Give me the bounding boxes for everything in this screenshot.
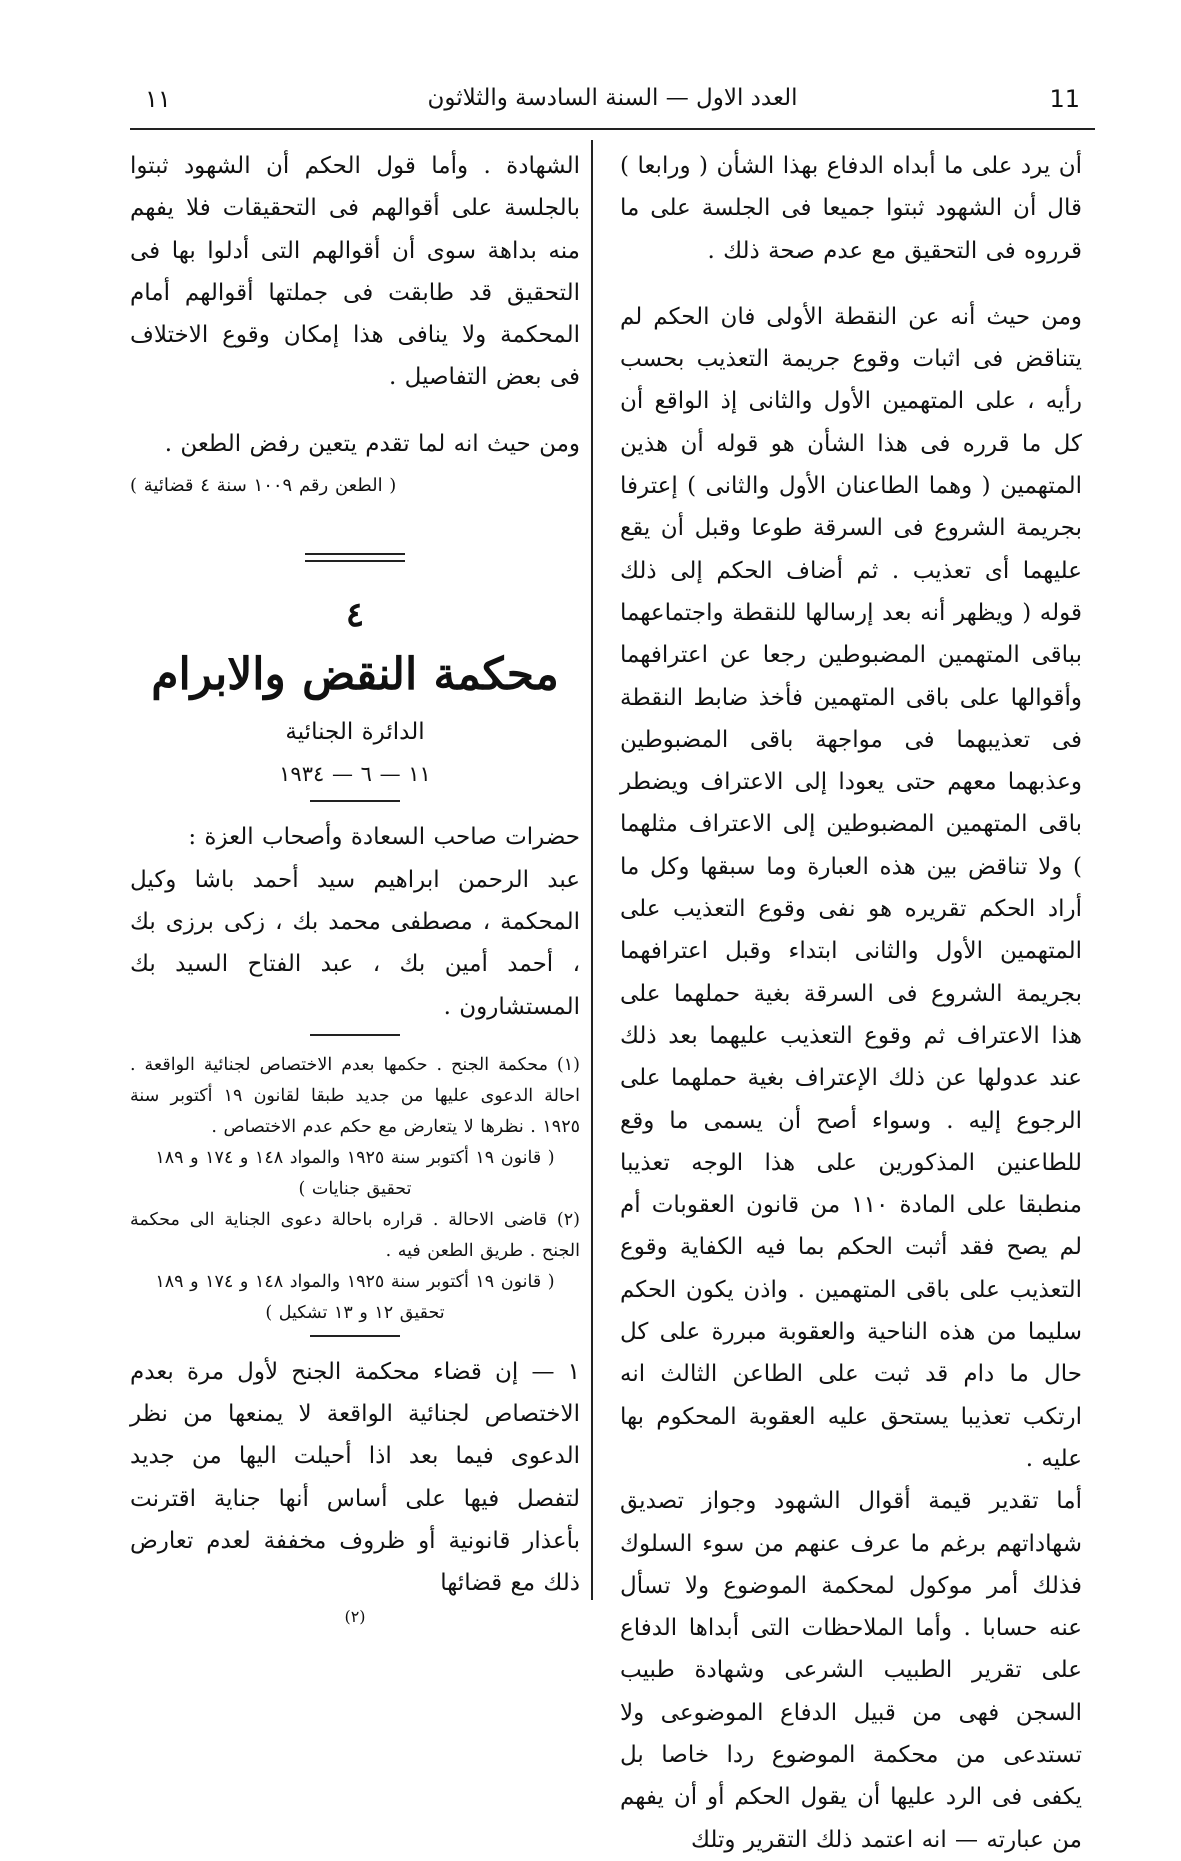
headnote-citation: ( قانون ١٩ أكتوبر سنة ١٩٢٥ والمواد ١٤٨ و ١٧٤ و ١٨٩ تحقيق ١٢ و ١٣ تشكيل )	[155, 1271, 555, 1323]
header-rule	[130, 128, 1095, 130]
signature-mark: (٢)	[344, 1606, 366, 1626]
bench-names: عبد الرحمن ابراهيم سيد أحمد باشا وكيل المحكمة ، مصطفى محمد بك ، زكى برزى بك ، أحمد أمين بك ، عبد الفتاح السيد بك المستشارون .	[130, 866, 580, 1020]
page-header	[145, 85, 1080, 125]
right-column	[620, 145, 1082, 1861]
left-column	[130, 145, 580, 1629]
session-date: ١١ — ٦ — ١٩٣٤	[279, 762, 431, 787]
headnote: (١) محكمة الجنح . حكمها بعدم الاختصاص لجنائية الواقعة . احالة الدعوى عليها من جديد طبقا لقانون ١٩ أكتوبر سنة ١٩٢٥ . نظرها لا يتعارض مع حكم عدم الاختصاص .	[130, 1054, 580, 1137]
page-number-latin: 11	[1049, 85, 1080, 113]
page-number-arabic: ١١	[145, 85, 171, 113]
ruling-paragraph: ١ — إن قضاء محكمة الجنح لأول مرة بعدم الاختصاص لجنائية الواقعة لا يمنعها من نظر الدعوى فيما بعد اذا أحيلت اليها من جديد لتفصل فيها على أساس أنها جناية اقترنت بأعذار قانونية أو ظروف مخففة لعدم تعارض ذلك مع قضائها	[130, 1358, 580, 1597]
paragraph: أن يرد على ما أبداه الدفاع بهذا الشأن ( ورابعا ) قال أن الشهود ثبتوا جميعا فى الجلسة على ما قرروه فى التحقيق مع عدم صحة ذلك .	[620, 153, 1082, 264]
bench-intro: حضرات صاحب السعادة وأصحاب العزة :	[188, 824, 580, 851]
headnote-citation: ( قانون ١٩ أكتوبر سنة ١٩٢٥ والمواد ١٤٨ و ١٧٤ و ١٨٩ تحقيق جنايات )	[155, 1147, 555, 1199]
headnotes	[130, 1050, 580, 1329]
paragraph: ومن حيث أنه عن النقطة الأولى فان الحكم لم يتناقض فى اثبات وقوع جريمة التعذيب بحسب رأيه ، على المتهمين الأول والثانى إذ الواقع أن كل ما قرره فى هذا الشأن هو قوله أن هذين المتهمين ( وهما الطاعنان الأول والثانى ) إعترفا بجريمة الشروع فى السرقة طوعا وقبل أن يقع عليهما أى تعذيب . ثم أضاف الحكم إلى ذلك قوله ( ويظهر أنه بعد إرسالها للنقطة واجتماعهما بباقى المتهمين المضبوطين رجعا عن اعترافهما وأقوالها على باقى المتهمين فأخذ ضابط النقطة فى تعذيبهما فى مواجهة باقى المضبوطين وعذبهما معهم حتى يعودا إلى الاعتراف ويضطر باقى المتهمين المضبوطين إلى الاعتراف مثلهما ) ولا تناقض بين هذه العبارة وما سبقها وكل ما أراد الحكم تقريره هو نفى وقوع التعذيب على المتهمين الأول والثانى ابتداء وقبل اعترافهما بجريمة الشروع فى السرقة بغية حملهما على هذا الاعتراف ثم وقوع التعذيب عليهما بعد ذلك عند عدولها عن ذلك الإعتراف بغية حملهما على الرجوع إليه . وسواء أصح أن يسمى ما وقع للطاعنين المذكورين على هذا الوجه تعذيبا منطبقا على المادة ١١٠ من قانون العقوبات أم لم يصح فقد أثبت الحكم بما فيه الكفاية وقوع التعذيب على باقى المتهمين . واذن يكون الحكم سليما من هذه الناحية والعقوبة مبررة على كل حال ما دام قد ثبت على الطاعن الثالث انه ارتكب تعذيبا يستحق عليه العقوبة المحكوم بها عليه .	[620, 303, 1082, 1472]
running-title: العدد الاول — السنة السادسة والثلاثون	[427, 85, 798, 111]
paragraph: الشهادة . وأما قول الحكم أن الشهود ثبتوا بالجلسة على أقوالهم فى التحقيقات فلا يفهم منه بداهة سوى أن أقوالهم التى أدلوا بها فى التحقيق قد طابقت فى جملتها أقوالهم أمام المحكمة ولا ينافى هذا إمكان وقوع الاختلاف فى بعض التفاصيل .	[130, 153, 580, 391]
column-divider	[591, 140, 593, 1600]
circuit-name: الدائرة الجنائية	[285, 719, 425, 746]
rule	[310, 1034, 400, 1036]
paragraph: ومن حيث انه لما تقدم يتعين رفض الطعن .	[164, 430, 580, 457]
paragraph: أما تقدير قيمة أقوال الشهود وجواز تصديق شهاداتهم برغم ما عرف عنهم من سوء السلوك فذلك أمر موكول لمحكمة الموضوع ولا تسأل عنه حسابا . وأما الملاحظات التى أبداها الدفاع على تقرير الطبيب الشرعى وشهادة طبيب السجن فهى من قبيل الدفاع الموضوعى ولا تستدعى من محكمة الموضوع ردا خاصا بل يكفى فى الرد عليها أن يقول الحكم أو أن يفهم من عبارته — انه اعتمد ذلك التقرير وتلك	[620, 1488, 1082, 1853]
appeal-reference: ( الطعن رقم ١٠٠٩ سنة ٤ قضائية )	[130, 475, 397, 497]
section-separator	[305, 553, 405, 562]
rule	[310, 1335, 400, 1337]
rule	[310, 800, 400, 802]
section-number: ٤	[345, 595, 365, 636]
court-title: محكمة النقض والابرام	[151, 649, 559, 701]
headnote: (٢) قاضى الاحالة . قراره باحالة دعوى الجناية الى محكمة الجنح . طريق الطعن فيه .	[130, 1209, 580, 1261]
